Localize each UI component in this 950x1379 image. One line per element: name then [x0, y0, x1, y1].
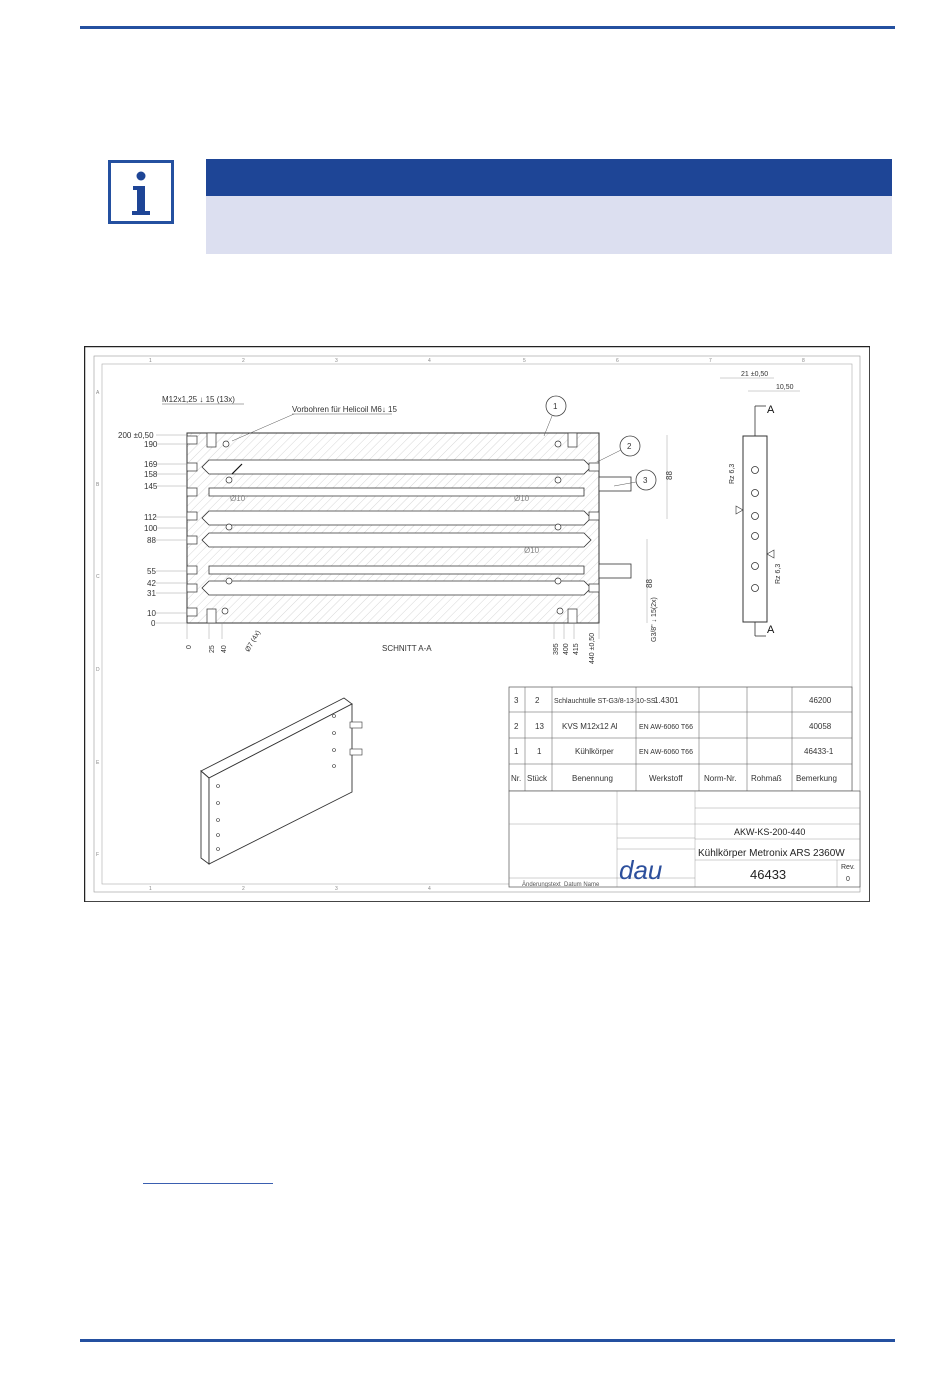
callout-predrill: Vorbohren für Helicoil M6↓ 15 [292, 405, 397, 414]
dim: 40 [221, 645, 228, 653]
dim: 31 [147, 589, 156, 598]
dia-10-right: Ø10 [514, 494, 530, 503]
dim: 145 [144, 482, 158, 491]
dim: 158 [144, 470, 158, 479]
bom-stueck: 13 [535, 722, 544, 731]
bom-benennung: Kühlkörper [575, 747, 614, 756]
dim: 112 [144, 513, 157, 522]
grid-row: B [96, 482, 100, 488]
section-marker-bottom: A [767, 624, 775, 636]
bom-bemerkung: 46200 [809, 696, 832, 705]
bom-header-rohmass: Rohmaß [751, 774, 782, 783]
dim: 10 [147, 609, 156, 618]
dim: 55 [147, 567, 156, 576]
side-dim-21: 21 ±0,50 [741, 371, 769, 378]
technical-drawing [84, 346, 870, 902]
bom-werkstoff: 1.4301 [654, 696, 679, 705]
roughness-right: Rz 6,3 [775, 563, 782, 584]
title-rev-label: Rev. [841, 864, 855, 871]
dim: 400 [563, 643, 570, 655]
dim: 190 [144, 440, 158, 449]
callout-thread: M12x1,25 ↓ 15 (13x) [162, 395, 235, 404]
balloon-1: 1 [553, 402, 558, 411]
dia-7: Ø7 (4x) [244, 629, 263, 654]
grid-col: 2 [242, 358, 245, 364]
bom-header-nr: Nr. [511, 774, 522, 783]
dim: 440 ±0,50 [589, 632, 596, 664]
bom-header-werkstoff: Werkstoff [649, 774, 683, 783]
dim-88-lower: 88 [645, 579, 654, 588]
title-datum-name: Datum Name [564, 882, 600, 888]
bom-stueck: 1 [537, 747, 542, 756]
balloon-2: 2 [627, 442, 632, 451]
bom-benennung: KVS M12x12 Al [562, 722, 618, 731]
grid-col: 7 [709, 358, 712, 364]
grid-row: D [96, 667, 100, 673]
section-marker-top: A [767, 404, 775, 416]
bom-nr: 2 [514, 722, 519, 731]
title-rev: 0 [846, 876, 850, 883]
grid-col: 4 [428, 886, 431, 892]
title-block [509, 791, 860, 888]
bottom-rule [80, 1339, 895, 1342]
dim: 395 [553, 643, 560, 655]
title-benennung: Kühlkörper Metronix ARS 2360W [698, 848, 845, 859]
grid-col: 3 [335, 886, 338, 892]
footnote-separator [143, 1183, 273, 1184]
bom-benennung: Schlauchtülle ST-G3/8-13-10-SS [554, 698, 656, 705]
dim: 415 [573, 643, 580, 655]
port-thread: G3/8" ↓ 15(2x) [651, 597, 658, 642]
grid-col: 5 [523, 358, 526, 364]
dim: 100 [144, 524, 158, 533]
bom-header-bemerkung: Bemerkung [796, 774, 837, 783]
grid-col: 6 [616, 358, 619, 364]
dau-logo: dau [619, 855, 663, 885]
info-header-bar [206, 159, 892, 196]
side-dim-10: 10,50 [776, 384, 794, 391]
bom-header-benennung: Benennung [572, 774, 613, 783]
info-icon [108, 160, 174, 224]
section-view [187, 433, 631, 623]
grid-col: 1 [149, 358, 152, 364]
bom-bemerkung: 40058 [809, 722, 832, 731]
grid-col: 8 [802, 358, 805, 364]
grid-row: C [96, 574, 100, 580]
info-note-box [206, 196, 892, 254]
dim: 25 [209, 645, 216, 653]
bom-nr: 3 [514, 696, 519, 705]
top-rule [80, 26, 895, 29]
title-aenderung: Änderungstext [522, 882, 561, 888]
grid-row: E [96, 760, 100, 766]
bom-werkstoff: EN AW-6060 T66 [639, 749, 693, 756]
grid-col: 4 [428, 358, 431, 364]
bom-header-norm: Norm-Nr. [704, 774, 737, 783]
title-zeichnungsnummer: 46433 [750, 867, 787, 882]
roughness-left: Rz 6,3 [729, 463, 736, 484]
dim: 42 [147, 579, 156, 588]
dim-88-upper: 88 [665, 471, 674, 480]
dim: 200 ±0,50 [118, 431, 154, 440]
dim: 0 [151, 619, 156, 628]
dim: 88 [147, 536, 156, 545]
title-typ: AKW-KS-200-440 [734, 827, 806, 837]
bom-nr: 1 [514, 747, 519, 756]
grid-row: F [96, 852, 100, 858]
grid-row: A [96, 390, 100, 396]
dia-10-left: Ø10 [230, 494, 246, 503]
grid-col: 1 [149, 886, 152, 892]
dim: 0 [186, 645, 193, 649]
bom-header-stueck: Stück [527, 774, 548, 783]
section-label: SCHNITT A-A [382, 644, 432, 653]
bom-table [509, 687, 852, 791]
balloon-3: 3 [643, 476, 648, 485]
bom-stueck: 2 [535, 696, 540, 705]
bom-bemerkung: 46433-1 [804, 747, 834, 756]
dia-10-mid: Ø10 [524, 546, 540, 555]
bom-werkstoff: EN AW-6060 T66 [639, 724, 693, 731]
dim: 169 [144, 460, 158, 469]
grid-col: 3 [335, 358, 338, 364]
grid-col: 2 [242, 886, 245, 892]
